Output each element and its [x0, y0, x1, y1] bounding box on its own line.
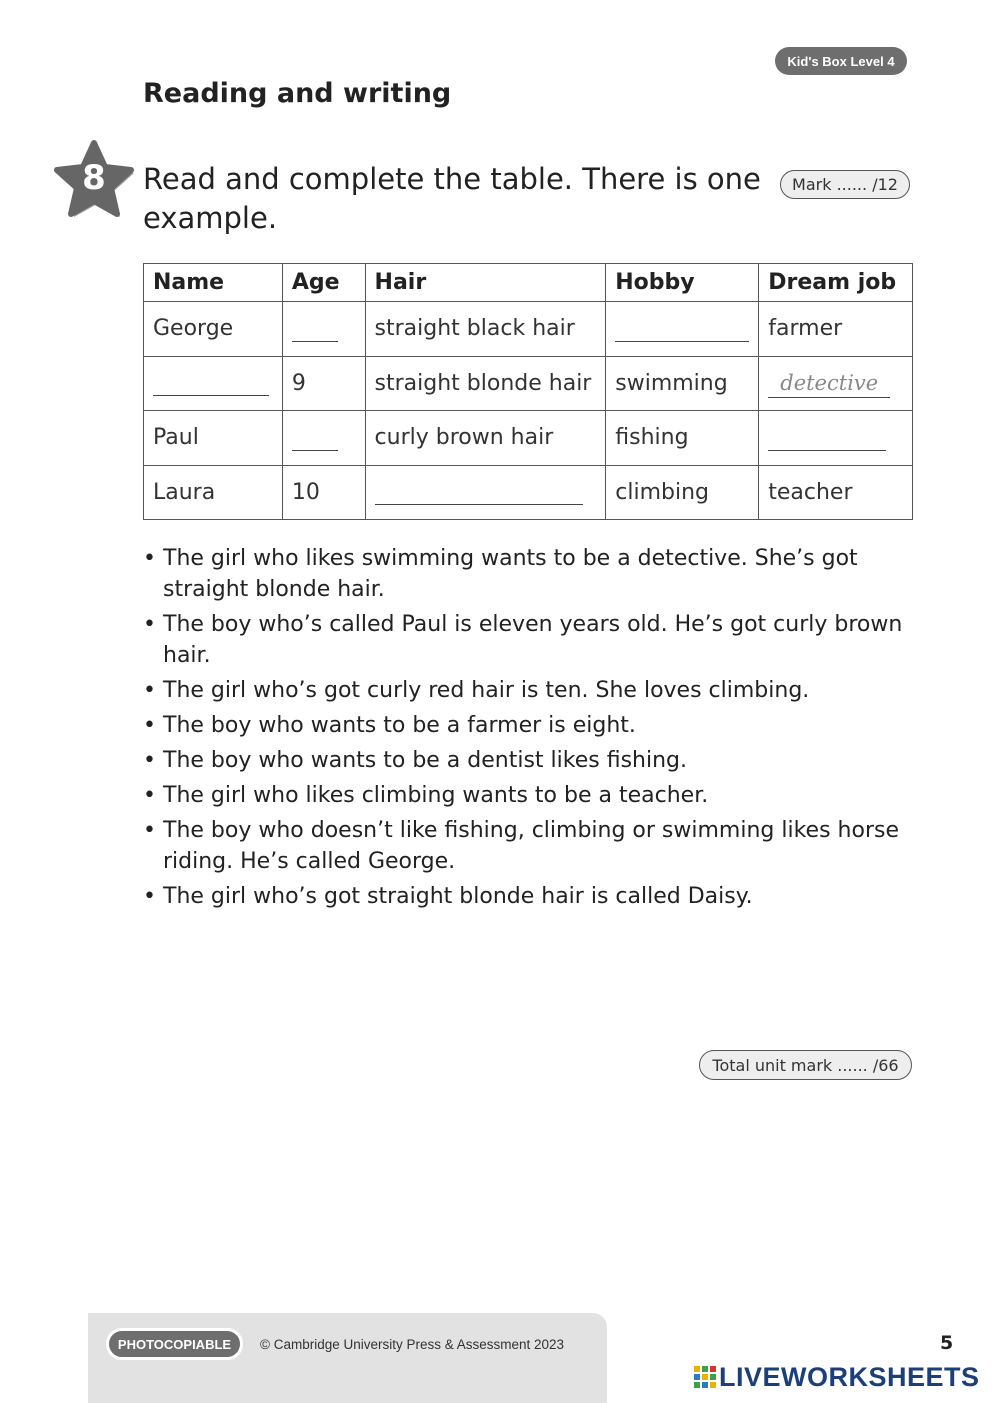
exercise-number: 8 — [82, 158, 106, 198]
list-item: • The girl who likes swimming wants to be a detective. She’s got straight blonde hair. — [143, 543, 913, 605]
cell-hair — [365, 465, 606, 520]
name-answer-blank[interactable] — [153, 370, 269, 396]
level-badge: Kid's Box Level 4 — [775, 47, 907, 75]
total-mark-pill: Total unit mark ...... /66 — [699, 1050, 912, 1080]
cell-name: Paul — [144, 411, 283, 466]
cell-age: 9 — [282, 356, 365, 411]
cell-dream-job — [759, 411, 913, 466]
table-header-row — [144, 264, 913, 302]
hobby-answer-blank[interactable] — [615, 316, 749, 342]
table-row — [144, 302, 913, 357]
hair-answer-blank[interactable] — [375, 479, 583, 505]
age-answer-blank[interactable] — [292, 425, 338, 451]
list-item: • The girl who likes climbing wants to be a teacher. — [143, 780, 913, 811]
cell-age — [282, 302, 365, 357]
cell-hobby: swimming — [606, 356, 759, 411]
cell-name: Laura — [144, 465, 283, 520]
list-item: • The boy who doesn’t like fishing, climbing or swimming likes horse riding. He’s called George. — [143, 815, 913, 877]
header-name: Name — [144, 264, 283, 302]
example-answer: detective — [768, 369, 890, 398]
exercise-instruction: Read and complete the table. There is one example. — [143, 162, 761, 235]
table-row — [144, 465, 913, 520]
photocopiable-badge: PHOTOCOPIABLE — [106, 1328, 243, 1360]
header-hair: Hair — [365, 264, 606, 302]
dream-job-answer-blank[interactable] — [768, 425, 886, 451]
header-hobby: Hobby — [606, 264, 759, 302]
list-item: • The boy who’s called Paul is eleven years old. He’s got curly brown hair. — [143, 609, 913, 671]
table-row — [144, 356, 913, 411]
header-dream-job: Dream job — [759, 264, 913, 302]
cell-name: George — [144, 302, 283, 357]
page-number: 5 — [940, 1332, 954, 1354]
cell-dream-job — [759, 356, 913, 411]
info-table — [143, 263, 913, 520]
header-age: Age — [282, 264, 365, 302]
cell-name — [144, 356, 283, 411]
cell-hair: straight blonde hair — [365, 356, 606, 411]
list-item: • The boy who wants to be a farmer is eight. — [143, 710, 913, 741]
cell-age: 10 — [282, 465, 365, 520]
cell-hobby: fishing — [606, 411, 759, 466]
liveworksheets-logo[interactable] — [694, 1362, 980, 1392]
age-answer-blank[interactable] — [292, 316, 338, 342]
cell-hair: curly brown hair — [365, 411, 606, 466]
list-item: • The boy who wants to be a dentist likes fishing. — [143, 745, 913, 776]
cell-hair: straight black hair — [365, 302, 606, 357]
list-item: • The girl who’s got curly red hair is ten. She loves climbing. — [143, 675, 913, 706]
cell-dream-job: farmer — [759, 302, 913, 357]
cell-hobby: climbing — [606, 465, 759, 520]
cell-hobby — [606, 302, 759, 357]
list-item: • The girl who’s got straight blonde hair is called Daisy. — [143, 881, 913, 912]
clue-list — [143, 543, 913, 916]
liveworksheets-grid-icon — [694, 1366, 716, 1388]
table-row — [144, 411, 913, 466]
liveworksheets-logo-text: LIVEWORKSHEETS — [719, 1361, 980, 1392]
cell-age — [282, 411, 365, 466]
cell-dream-job: teacher — [759, 465, 913, 520]
section-title: Reading and writing — [143, 78, 452, 109]
mark-pill: Mark ...... /12 — [780, 170, 910, 199]
copyright-text: © Cambridge University Press & Assessment 2023 — [260, 1337, 565, 1352]
